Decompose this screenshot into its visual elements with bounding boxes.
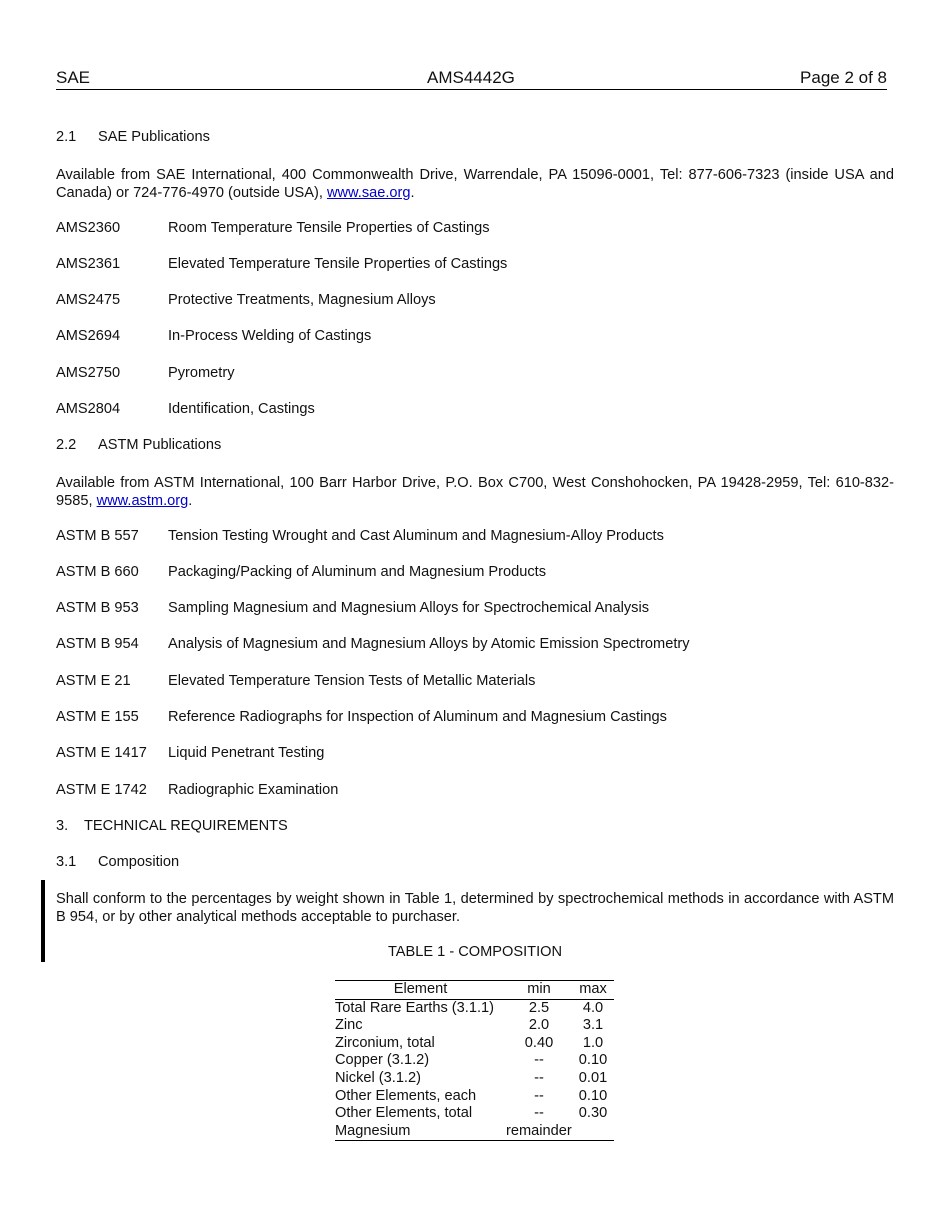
astm-website-link[interactable]: www.astm.org [96,493,189,509]
table-row: Other Elements, total -- 0.30 [335,1105,608,1122]
header-page-number: Page 2 of 8 [800,68,887,87]
ref-row: ASTM E 1417 Liquid Penetrant Testing [56,745,325,761]
table-row: Zirconium, total 0.40 1.0 [335,1034,604,1051]
ref-row: AMS2360 Room Temperature Tensile Properties of Castings [56,220,490,236]
page-header [56,68,887,90]
ref-row: ASTM B 660 Packaging/Packing of Aluminum and Magnesium Products [56,564,547,580]
section-3-heading: 3. TECHNICAL REQUIREMENTS [56,818,288,834]
section-2-2-heading: 2.2 ASTM Publications [56,437,222,453]
header-doc-number: AMS4442G [427,68,515,87]
ref-row: AMS2694 In-Process Welding of Castings [56,328,372,344]
ref-row: ASTM B 557 Tension Testing Wrought and Cast Aluminum and Magnesium-Alloy Products [56,528,664,544]
section-3-1-heading: 3.1 Composition [56,854,180,870]
section-2-2-text: Available from ASTM International, 100 Barr Harbor Drive, P.O. Box C700, West Conshohocken, PA 19428-2959, Tel: 610-832-9585, www.astm.org. [56,475,894,509]
table-row: Zinc 2.0 3.1 [335,1017,604,1034]
table-1-title: TABLE 1 - COMPOSITION [387,944,563,960]
table-row: Copper (3.1.2) -- 0.10 [335,1052,608,1069]
table-row: Total Rare Earths (3.1.1) 2.5 4.0 [335,999,604,1016]
section-2-1-heading: 2.1 SAE Publications [56,129,210,145]
table-row: Other Elements, each -- 0.10 [335,1087,608,1104]
table-row: Magnesium remainder [335,1123,614,1141]
ref-row: ASTM E 21 Elevated Temperature Tension Tests of Metallic Materials [56,673,536,689]
ref-row: AMS2361 Elevated Temperature Tensile Properties of Castings [56,256,508,272]
column-header-element: Element [335,981,506,1000]
table-row: Nickel (3.1.2) -- 0.01 [335,1069,608,1086]
header-org: SAE [56,68,91,87]
ref-row: ASTM B 953 Sampling Magnesium and Magnesium Alloys for Spectrochemical Analysis [56,600,650,616]
ref-row: AMS2475 Protective Treatments, Magnesium Alloys [56,292,436,308]
section-3-1-text: Shall conform to the percentages by weight shown in Table 1, determined by spectrochemical methods in accordance with ASTM B 954, or by other analytical methods acceptable to purchaser. [56,891,894,925]
ref-row: AMS2804 Identification, Castings [56,401,315,417]
column-header-min: min [506,981,572,1000]
sae-website-link[interactable]: www.sae.org [326,185,411,201]
ref-row: ASTM E 1742 Radiographic Examination [56,782,339,798]
table-header-row [335,981,614,1000]
ref-row: ASTM E 155 Reference Radiographs for Inspection of Aluminum and Magnesium Castings [56,709,667,725]
ref-row: ASTM B 954 Analysis of Magnesium and Magnesium Alloys by Atomic Emission Spectrometry [56,636,690,652]
section-2-1-text: Available from SAE International, 400 Commonwealth Drive, Warrendale, PA 15096-0001, Tel: 877-606-7323 (inside USA and Canada) or 724-776-4970 (outside USA), www.sae.org. [56,167,894,201]
composition-table [335,980,614,1141]
column-header-max: max [572,981,614,1000]
remainder-value: remainder [506,1122,572,1139]
revision-change-bar [41,880,45,962]
ref-row: AMS2750 Pyrometry [56,365,235,381]
